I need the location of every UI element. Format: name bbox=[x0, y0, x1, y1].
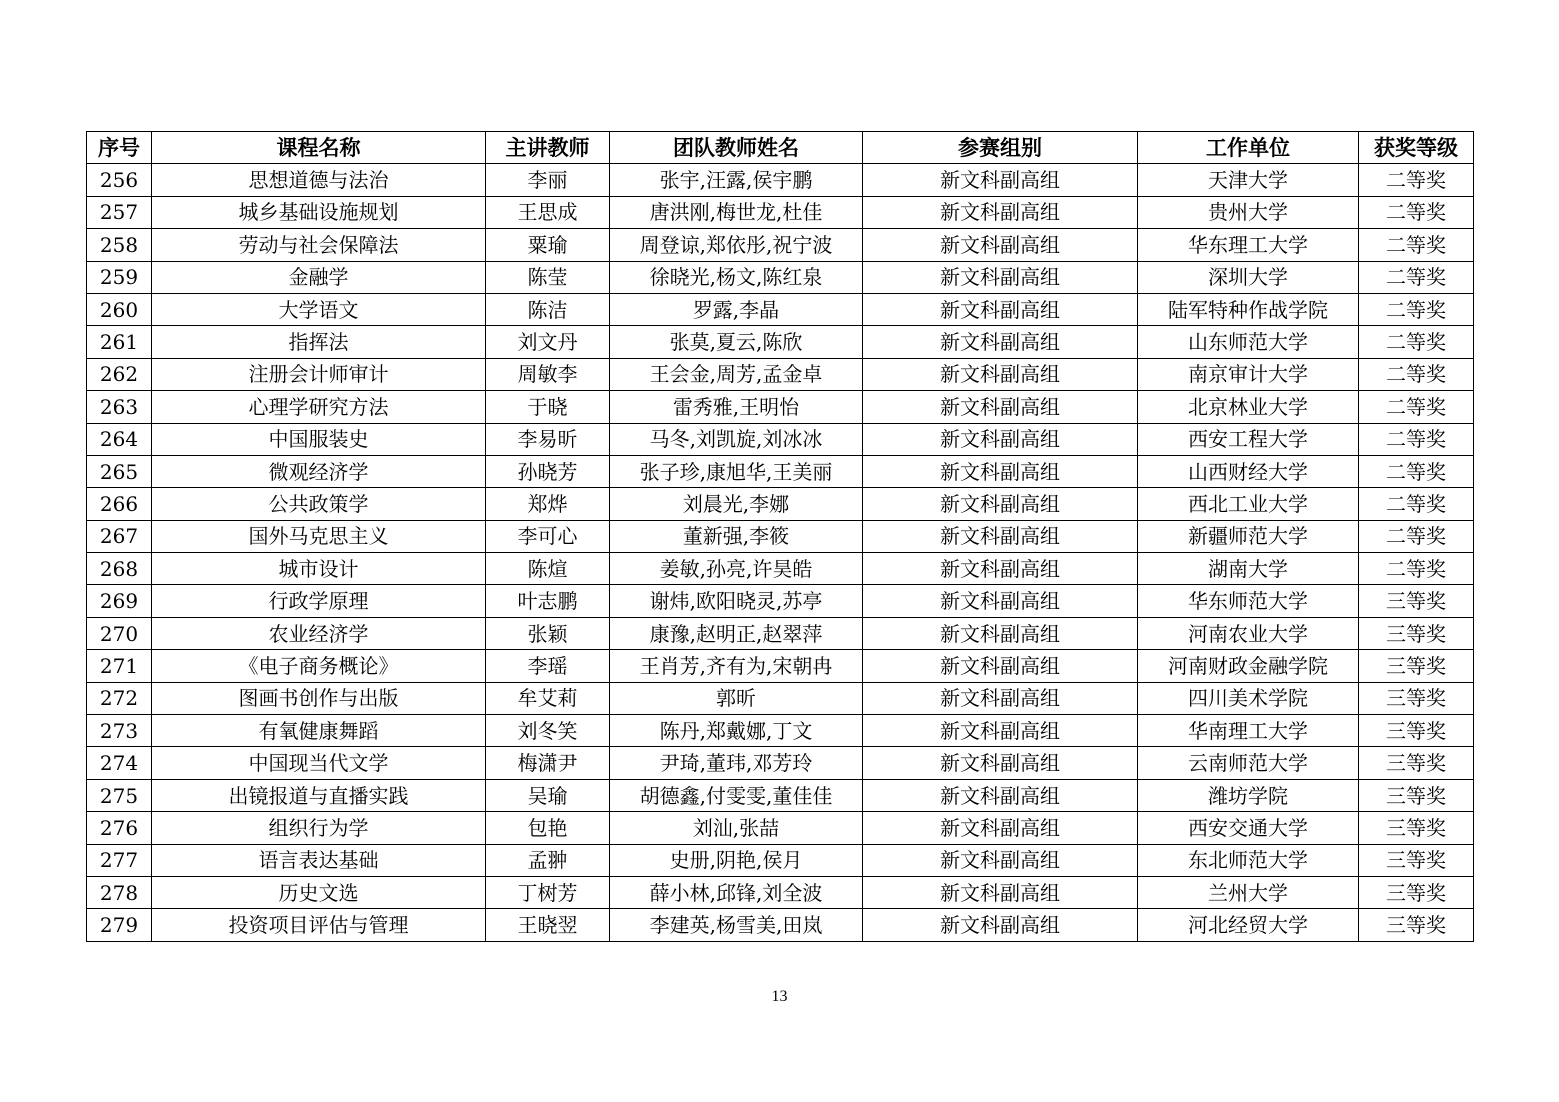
cell-course-name: 金融学 bbox=[152, 261, 486, 293]
cell-award-level: 三等奖 bbox=[1359, 876, 1474, 908]
cell-course-name: 劳动与社会保障法 bbox=[152, 229, 486, 261]
cell-course-name: 城市设计 bbox=[152, 553, 486, 585]
cell-team-teachers: 陈丹,郑戴娜,丁文 bbox=[610, 715, 863, 747]
cell-lead-teacher: 李可心 bbox=[486, 520, 610, 552]
cell-index: 256 bbox=[87, 164, 152, 196]
table-row bbox=[87, 164, 1474, 196]
table-row bbox=[87, 617, 1474, 649]
table-row bbox=[87, 423, 1474, 455]
cell-competition-group: 新文科副高组 bbox=[863, 358, 1138, 390]
cell-award-level: 二等奖 bbox=[1359, 164, 1474, 196]
cell-award-level: 二等奖 bbox=[1359, 196, 1474, 228]
cell-index: 262 bbox=[87, 358, 152, 390]
cell-lead-teacher: 王思成 bbox=[486, 196, 610, 228]
cell-award-level: 三等奖 bbox=[1359, 650, 1474, 682]
cell-work-unit: 天津大学 bbox=[1138, 164, 1359, 196]
cell-lead-teacher: 叶志鹏 bbox=[486, 585, 610, 617]
cell-lead-teacher: 陈煊 bbox=[486, 553, 610, 585]
cell-award-level: 二等奖 bbox=[1359, 358, 1474, 390]
cell-award-level: 二等奖 bbox=[1359, 488, 1474, 520]
cell-work-unit: 潍坊学院 bbox=[1138, 779, 1359, 811]
cell-award-level: 二等奖 bbox=[1359, 261, 1474, 293]
cell-course-name: 城乡基础设施规划 bbox=[152, 196, 486, 228]
cell-team-teachers: 薛小林,邱锋,刘全波 bbox=[610, 876, 863, 908]
cell-work-unit: 华东师范大学 bbox=[1138, 585, 1359, 617]
cell-competition-group: 新文科副高组 bbox=[863, 747, 1138, 779]
cell-award-level: 三等奖 bbox=[1359, 682, 1474, 714]
cell-course-name: 组织行为学 bbox=[152, 812, 486, 844]
cell-team-teachers: 张宇,汪露,侯宇鹏 bbox=[610, 164, 863, 196]
cell-work-unit: 东北师范大学 bbox=[1138, 844, 1359, 876]
cell-award-level: 三等奖 bbox=[1359, 909, 1474, 941]
cell-lead-teacher: 刘冬笑 bbox=[486, 715, 610, 747]
cell-award-level: 三等奖 bbox=[1359, 617, 1474, 649]
cell-course-name: 国外马克思主义 bbox=[152, 520, 486, 552]
cell-lead-teacher: 李瑶 bbox=[486, 650, 610, 682]
table-row bbox=[87, 455, 1474, 487]
cell-lead-teacher: 丁树芳 bbox=[486, 876, 610, 908]
cell-work-unit: 兰州大学 bbox=[1138, 876, 1359, 908]
cell-team-teachers: 张子珍,康旭华,王美丽 bbox=[610, 455, 863, 487]
cell-index: 259 bbox=[87, 261, 152, 293]
cell-work-unit: 西安工程大学 bbox=[1138, 423, 1359, 455]
table-row bbox=[87, 358, 1474, 390]
cell-award-level: 三等奖 bbox=[1359, 844, 1474, 876]
cell-lead-teacher: 牟艾莉 bbox=[486, 682, 610, 714]
cell-lead-teacher: 孟翀 bbox=[486, 844, 610, 876]
cell-course-name: 《电子商务概论》 bbox=[152, 650, 486, 682]
cell-competition-group: 新文科副高组 bbox=[863, 682, 1138, 714]
cell-work-unit: 云南师范大学 bbox=[1138, 747, 1359, 779]
table-row bbox=[87, 293, 1474, 325]
cell-award-level: 二等奖 bbox=[1359, 229, 1474, 261]
column-header-work-unit: 工作单位 bbox=[1138, 132, 1359, 164]
cell-competition-group: 新文科副高组 bbox=[863, 326, 1138, 358]
cell-team-teachers: 唐洪刚,梅世龙,杜佳 bbox=[610, 196, 863, 228]
table-row bbox=[87, 196, 1474, 228]
cell-course-name: 图画书创作与出版 bbox=[152, 682, 486, 714]
table-row bbox=[87, 812, 1474, 844]
column-header-index: 序号 bbox=[87, 132, 152, 164]
table-row bbox=[87, 682, 1474, 714]
cell-team-teachers: 王肖芳,齐有为,宋朝冉 bbox=[610, 650, 863, 682]
table-row bbox=[87, 488, 1474, 520]
cell-lead-teacher: 张颖 bbox=[486, 617, 610, 649]
cell-index: 273 bbox=[87, 715, 152, 747]
cell-index: 272 bbox=[87, 682, 152, 714]
cell-lead-teacher: 陈洁 bbox=[486, 293, 610, 325]
cell-work-unit: 山西财经大学 bbox=[1138, 455, 1359, 487]
table-row bbox=[87, 715, 1474, 747]
cell-lead-teacher: 吴瑜 bbox=[486, 779, 610, 811]
cell-course-name: 有氧健康舞蹈 bbox=[152, 715, 486, 747]
cell-award-level: 二等奖 bbox=[1359, 455, 1474, 487]
page-number: 13 bbox=[771, 988, 788, 1005]
cell-award-level: 二等奖 bbox=[1359, 553, 1474, 585]
cell-index: 270 bbox=[87, 617, 152, 649]
cell-award-level: 二等奖 bbox=[1359, 293, 1474, 325]
table-row bbox=[87, 391, 1474, 423]
table-row bbox=[87, 229, 1474, 261]
cell-course-name: 历史文选 bbox=[152, 876, 486, 908]
cell-work-unit: 北京林业大学 bbox=[1138, 391, 1359, 423]
table-row bbox=[87, 779, 1474, 811]
cell-team-teachers: 刘晨光,李娜 bbox=[610, 488, 863, 520]
cell-competition-group: 新文科副高组 bbox=[863, 520, 1138, 552]
table-row bbox=[87, 553, 1474, 585]
cell-competition-group: 新文科副高组 bbox=[863, 261, 1138, 293]
cell-lead-teacher: 周敏李 bbox=[486, 358, 610, 390]
cell-work-unit: 河南财政金融学院 bbox=[1138, 650, 1359, 682]
cell-competition-group: 新文科副高组 bbox=[863, 455, 1138, 487]
cell-lead-teacher: 陈莹 bbox=[486, 261, 610, 293]
cell-lead-teacher: 刘文丹 bbox=[486, 326, 610, 358]
cell-work-unit: 四川美术学院 bbox=[1138, 682, 1359, 714]
cell-team-teachers: 姜敏,孙亮,许昊皓 bbox=[610, 553, 863, 585]
cell-index: 264 bbox=[87, 423, 152, 455]
cell-competition-group: 新文科副高组 bbox=[863, 715, 1138, 747]
cell-award-level: 三等奖 bbox=[1359, 585, 1474, 617]
cell-competition-group: 新文科副高组 bbox=[863, 488, 1138, 520]
cell-course-name: 心理学研究方法 bbox=[152, 391, 486, 423]
cell-work-unit: 陆军特种作战学院 bbox=[1138, 293, 1359, 325]
cell-team-teachers: 胡德鑫,付雯雯,董佳佳 bbox=[610, 779, 863, 811]
cell-course-name: 中国现当代文学 bbox=[152, 747, 486, 779]
cell-work-unit: 湖南大学 bbox=[1138, 553, 1359, 585]
column-header-course-name: 课程名称 bbox=[152, 132, 486, 164]
cell-award-level: 三等奖 bbox=[1359, 779, 1474, 811]
cell-course-name: 行政学原理 bbox=[152, 585, 486, 617]
table-row bbox=[87, 909, 1474, 941]
cell-course-name: 大学语文 bbox=[152, 293, 486, 325]
award-list-table bbox=[86, 131, 1474, 942]
cell-team-teachers: 李建英,杨雪美,田岚 bbox=[610, 909, 863, 941]
cell-team-teachers: 王会金,周芳,孟金卓 bbox=[610, 358, 863, 390]
cell-team-teachers: 徐晓光,杨文,陈红泉 bbox=[610, 261, 863, 293]
cell-team-teachers: 董新强,李筱 bbox=[610, 520, 863, 552]
cell-team-teachers: 史册,阴艳,侯月 bbox=[610, 844, 863, 876]
cell-competition-group: 新文科副高组 bbox=[863, 229, 1138, 261]
cell-index: 258 bbox=[87, 229, 152, 261]
cell-course-name: 指挥法 bbox=[152, 326, 486, 358]
table-row bbox=[87, 844, 1474, 876]
table-row bbox=[87, 261, 1474, 293]
cell-competition-group: 新文科副高组 bbox=[863, 196, 1138, 228]
cell-lead-teacher: 李易昕 bbox=[486, 423, 610, 455]
cell-team-teachers: 罗露,李晶 bbox=[610, 293, 863, 325]
column-header-team-teachers: 团队教师姓名 bbox=[610, 132, 863, 164]
cell-lead-teacher: 孙晓芳 bbox=[486, 455, 610, 487]
cell-work-unit: 河北经贸大学 bbox=[1138, 909, 1359, 941]
cell-course-name: 微观经济学 bbox=[152, 455, 486, 487]
column-header-competition-group: 参赛组别 bbox=[863, 132, 1138, 164]
cell-index: 265 bbox=[87, 455, 152, 487]
cell-competition-group: 新文科副高组 bbox=[863, 909, 1138, 941]
cell-course-name: 投资项目评估与管理 bbox=[152, 909, 486, 941]
cell-award-level: 二等奖 bbox=[1359, 520, 1474, 552]
cell-award-level: 三等奖 bbox=[1359, 715, 1474, 747]
cell-course-name: 出镜报道与直播实践 bbox=[152, 779, 486, 811]
cell-team-teachers: 康豫,赵明正,赵翠萍 bbox=[610, 617, 863, 649]
cell-competition-group: 新文科副高组 bbox=[863, 779, 1138, 811]
table-body bbox=[87, 164, 1474, 941]
cell-course-name: 公共政策学 bbox=[152, 488, 486, 520]
cell-team-teachers: 刘汕,张喆 bbox=[610, 812, 863, 844]
table-header-row bbox=[87, 132, 1474, 164]
cell-competition-group: 新文科副高组 bbox=[863, 650, 1138, 682]
cell-course-name: 中国服装史 bbox=[152, 423, 486, 455]
cell-index: 271 bbox=[87, 650, 152, 682]
cell-work-unit: 贵州大学 bbox=[1138, 196, 1359, 228]
cell-lead-teacher: 梅潇尹 bbox=[486, 747, 610, 779]
cell-award-level: 二等奖 bbox=[1359, 423, 1474, 455]
cell-team-teachers: 谢炜,欧阳晓灵,苏亭 bbox=[610, 585, 863, 617]
cell-lead-teacher: 于晓 bbox=[486, 391, 610, 423]
table-row bbox=[87, 650, 1474, 682]
cell-course-name: 农业经济学 bbox=[152, 617, 486, 649]
cell-award-level: 二等奖 bbox=[1359, 326, 1474, 358]
cell-index: 266 bbox=[87, 488, 152, 520]
cell-competition-group: 新文科副高组 bbox=[863, 876, 1138, 908]
cell-index: 278 bbox=[87, 876, 152, 908]
cell-competition-group: 新文科副高组 bbox=[863, 164, 1138, 196]
table-row bbox=[87, 585, 1474, 617]
cell-lead-teacher: 郑烨 bbox=[486, 488, 610, 520]
cell-work-unit: 山东师范大学 bbox=[1138, 326, 1359, 358]
cell-index: 260 bbox=[87, 293, 152, 325]
cell-index: 268 bbox=[87, 553, 152, 585]
column-header-lead-teacher: 主讲教师 bbox=[486, 132, 610, 164]
cell-work-unit: 深圳大学 bbox=[1138, 261, 1359, 293]
cell-course-name: 注册会计师审计 bbox=[152, 358, 486, 390]
cell-index: 269 bbox=[87, 585, 152, 617]
table-row bbox=[87, 876, 1474, 908]
cell-team-teachers: 张莫,夏云,陈欣 bbox=[610, 326, 863, 358]
cell-course-name: 语言表达基础 bbox=[152, 844, 486, 876]
cell-lead-teacher: 王晓翌 bbox=[486, 909, 610, 941]
cell-lead-teacher: 李丽 bbox=[486, 164, 610, 196]
cell-competition-group: 新文科副高组 bbox=[863, 617, 1138, 649]
cell-competition-group: 新文科副高组 bbox=[863, 585, 1138, 617]
table-row bbox=[87, 326, 1474, 358]
cell-index: 277 bbox=[87, 844, 152, 876]
cell-team-teachers: 马冬,刘凯旋,刘冰冰 bbox=[610, 423, 863, 455]
cell-competition-group: 新文科副高组 bbox=[863, 553, 1138, 585]
cell-lead-teacher: 包艳 bbox=[486, 812, 610, 844]
cell-team-teachers: 雷秀雅,王明怡 bbox=[610, 391, 863, 423]
cell-index: 263 bbox=[87, 391, 152, 423]
cell-award-level: 二等奖 bbox=[1359, 391, 1474, 423]
cell-work-unit: 西北工业大学 bbox=[1138, 488, 1359, 520]
cell-team-teachers: 尹琦,董玮,邓芳玲 bbox=[610, 747, 863, 779]
column-header-award-level: 获奖等级 bbox=[1359, 132, 1474, 164]
cell-competition-group: 新文科副高组 bbox=[863, 812, 1138, 844]
table-row bbox=[87, 520, 1474, 552]
table-row bbox=[87, 747, 1474, 779]
cell-index: 275 bbox=[87, 779, 152, 811]
cell-index: 261 bbox=[87, 326, 152, 358]
cell-work-unit: 西安交通大学 bbox=[1138, 812, 1359, 844]
cell-competition-group: 新文科副高组 bbox=[863, 391, 1138, 423]
cell-course-name: 思想道德与法治 bbox=[152, 164, 486, 196]
cell-work-unit: 华东理工大学 bbox=[1138, 229, 1359, 261]
cell-team-teachers: 周登谅,郑依彤,祝宁波 bbox=[610, 229, 863, 261]
cell-index: 279 bbox=[87, 909, 152, 941]
cell-index: 267 bbox=[87, 520, 152, 552]
cell-work-unit: 华南理工大学 bbox=[1138, 715, 1359, 747]
cell-work-unit: 南京审计大学 bbox=[1138, 358, 1359, 390]
cell-competition-group: 新文科副高组 bbox=[863, 293, 1138, 325]
cell-index: 276 bbox=[87, 812, 152, 844]
cell-index: 257 bbox=[87, 196, 152, 228]
cell-award-level: 三等奖 bbox=[1359, 747, 1474, 779]
cell-work-unit: 新疆师范大学 bbox=[1138, 520, 1359, 552]
cell-team-teachers: 郭昕 bbox=[610, 682, 863, 714]
cell-award-level: 三等奖 bbox=[1359, 812, 1474, 844]
cell-lead-teacher: 粟瑜 bbox=[486, 229, 610, 261]
cell-index: 274 bbox=[87, 747, 152, 779]
cell-competition-group: 新文科副高组 bbox=[863, 423, 1138, 455]
cell-work-unit: 河南农业大学 bbox=[1138, 617, 1359, 649]
cell-competition-group: 新文科副高组 bbox=[863, 844, 1138, 876]
